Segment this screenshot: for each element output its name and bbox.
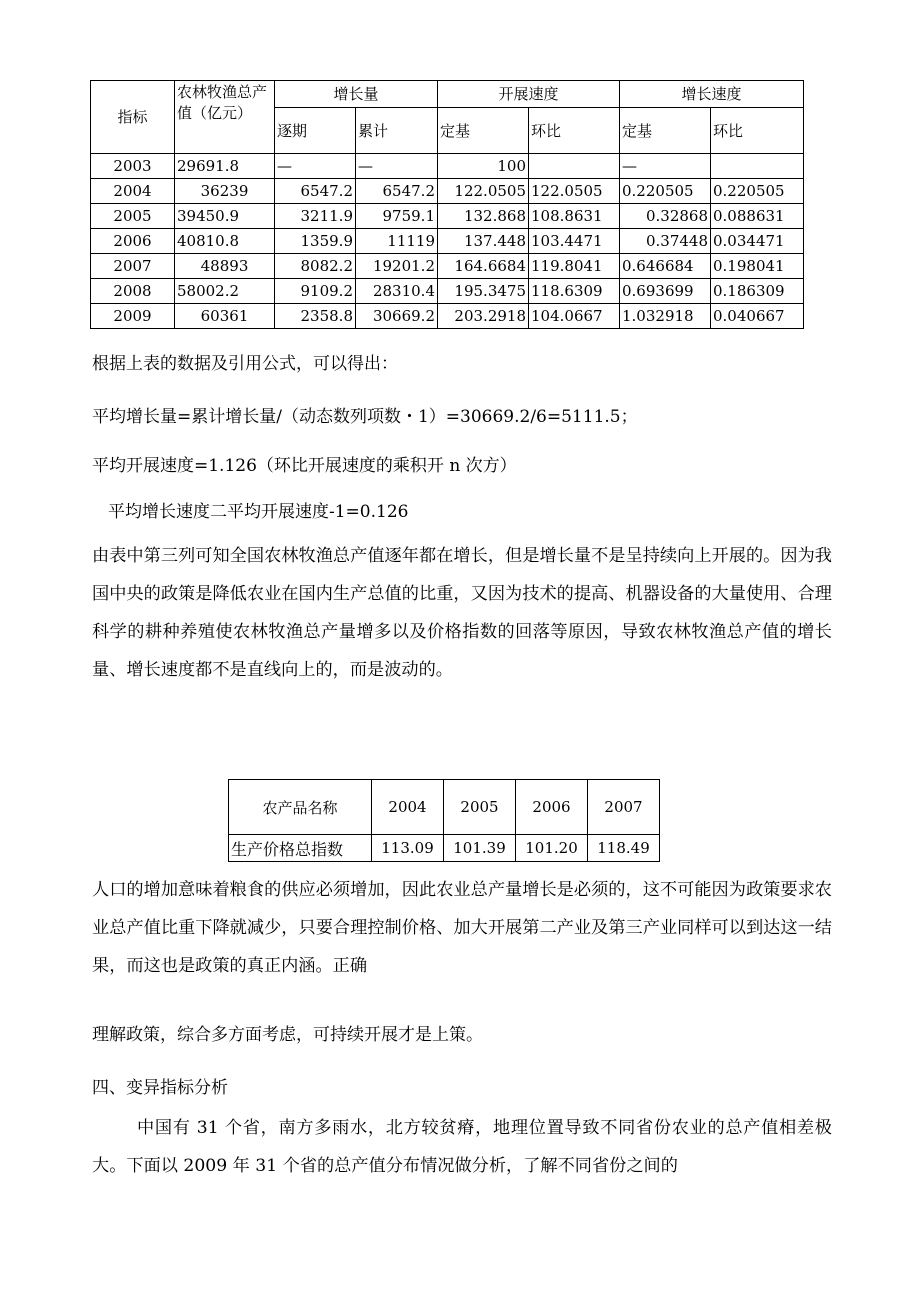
table-row [91,154,804,179]
cell-chain-dev: 104.0667 [529,304,620,329]
header-row-1 [91,81,804,108]
cell-chain-growth: 0.034471 [711,229,804,254]
cell-chain-dev [529,154,620,179]
cell-chain-growth [711,154,804,179]
formula-avg-growth: 平均增长量=累计增长量/（动态数列项数・1）=30669.2/6=5111.5； [92,407,638,427]
section-heading: 四、变异指标分析 [92,1078,228,1098]
cell-chain-dev: 103.4471 [529,229,620,254]
cell-base-growth: 0.37448 [620,229,711,254]
cell-chain-dev: 122.0505 [529,179,620,204]
formula-avg-growth-speed: 平均增长速度二平均开展速度-1=0.126 [108,502,409,522]
cell-period: 2358.8 [275,304,356,329]
sub-header: 累计 [356,108,438,154]
cell-base-dev: 132.868 [438,204,529,229]
cell-base-growth: 0.220505 [620,179,711,204]
formula-avg-dev-speed: 平均开展速度=1.126（环比开展速度的乘积开 n 次方） [92,456,517,476]
year-header: 2005 [444,780,516,835]
sub-header: 逐期 [275,108,356,154]
growth-table [90,80,804,329]
year-header: 2006 [516,780,588,835]
year-header: 2004 [372,780,444,835]
sub-header: 定基 [438,108,529,154]
cell-period: 3211.9 [275,204,356,229]
cell-output: 39450.9 [175,204,275,229]
price-index-value: 118.49 [588,835,660,862]
cell-year: 2008 [91,279,175,304]
cell-base-growth: 1.032918 [620,304,711,329]
cell-chain-dev: 118.6309 [529,279,620,304]
header-growth-amount: 增长量 [275,81,438,108]
sub-header: 环比 [529,108,620,154]
cell-period: — [275,154,356,179]
year-header: 2007 [588,780,660,835]
cell-cumulative: 9759.1 [356,204,438,229]
cell-period: 8082.2 [275,254,356,279]
cell-output: 36239 [175,179,275,204]
price-index-label: 生产价格总指数 [229,835,372,862]
cell-base-dev: 164.6684 [438,254,529,279]
cell-chain-growth: 0.088631 [711,204,804,229]
price-index-value: 101.39 [444,835,516,862]
product-name-header: 农产品名称 [229,780,372,835]
cell-output: 60361 [175,304,275,329]
cell-chain-growth: 0.040667 [711,304,804,329]
cell-base-growth: — [620,154,711,179]
cell-base-dev: 203.2918 [438,304,529,329]
paragraph-population-cont: 理解政策，综合多方面考虑，可持续开展才是上策。 [92,1025,483,1045]
cell-period: 6547.2 [275,179,356,204]
cell-period: 9109.2 [275,279,356,304]
cell-year: 2007 [91,254,175,279]
cell-period: 1359.9 [275,229,356,254]
paragraph-population: 人口的增加意味着粮食的供应必须增加，因此农业总产量增长是必须的，这不可能因为政策要求农业总产值比重下降就减少，只要合理控制价格、加大开展第二产业及第三产业同样可以到达这一结果，而这也是政策的真正内涵。正确 [92,880,832,976]
cell-base-dev: 100 [438,154,529,179]
cell-chain-growth: 0.198041 [711,254,804,279]
growth-table-body [91,154,804,329]
cell-year: 2005 [91,204,175,229]
table-row [91,204,804,229]
price-index-value: 113.09 [372,835,444,862]
cell-base-growth: 0.646684 [620,254,711,279]
cell-cumulative: — [356,154,438,179]
cell-output: 40810.8 [175,229,275,254]
cell-cumulative: 28310.4 [356,279,438,304]
header-indicator: 指标 [91,81,175,154]
cell-output: 48893 [175,254,275,279]
table-row [91,229,804,254]
cell-year: 2006 [91,229,175,254]
table-row [91,279,804,304]
cell-base-dev: 195.3475 [438,279,529,304]
intro-line: 根据上表的数据及引用公式，可以得出： [92,354,398,374]
paragraph-analysis: 由表中第三列可知全国农林牧渔总产值逐年都在增长，但是增长量不是呈持续向上开展的。因为我国中央的政策是降低农业在国内生产总值的比重，又因为技术的提高、机器设备的大量使用、合理科学的耕种养殖使农林牧渔总产量增多以及价格指数的回落等原因，导致农林牧渔总产值的增长量、增长速度都不是直线向上的，而是波动的。 [92,546,832,680]
table-row [91,304,804,329]
cell-chain-dev: 108.8631 [529,204,620,229]
cell-cumulative: 30669.2 [356,304,438,329]
cell-year: 2009 [91,304,175,329]
sub-header: 环比 [711,108,804,154]
cell-base-dev: 137.448 [438,229,529,254]
sub-header: 定基 [620,108,711,154]
cell-year: 2003 [91,154,175,179]
cell-cumulative: 6547.2 [356,179,438,204]
cell-chain-growth: 0.186309 [711,279,804,304]
cell-chain-growth: 0.220505 [711,179,804,204]
cell-cumulative: 19201.2 [356,254,438,279]
price-index-value: 101.20 [516,835,588,862]
price-index-value-row [229,835,660,862]
header-dev-speed: 开展速度 [438,81,620,108]
cell-base-dev: 122.0505 [438,179,529,204]
cell-base-growth: 0.693699 [620,279,711,304]
price-index-header-row [229,780,660,835]
cell-year: 2004 [91,179,175,204]
price-index-table [228,779,660,862]
cell-base-growth: 0.32868 [620,204,711,229]
header-growth-speed: 增长速度 [620,81,804,108]
cell-output: 58002.2 [175,279,275,304]
cell-output: 29691.8 [175,154,275,179]
table-row [91,254,804,279]
paragraph-variation: 中国有 31 个省，南方多雨水，北方较贫瘠，地理位置导致不同省份农业的总产值相差极大。下面以 2009 年 31 个省的总产值分布情况做分析，了解不同省份之间的 [92,1118,832,1176]
cell-chain-dev: 119.8041 [529,254,620,279]
header-output: 农林牧渔总产值（亿元） [175,81,275,154]
table-row [91,179,804,204]
cell-cumulative: 11119 [356,229,438,254]
